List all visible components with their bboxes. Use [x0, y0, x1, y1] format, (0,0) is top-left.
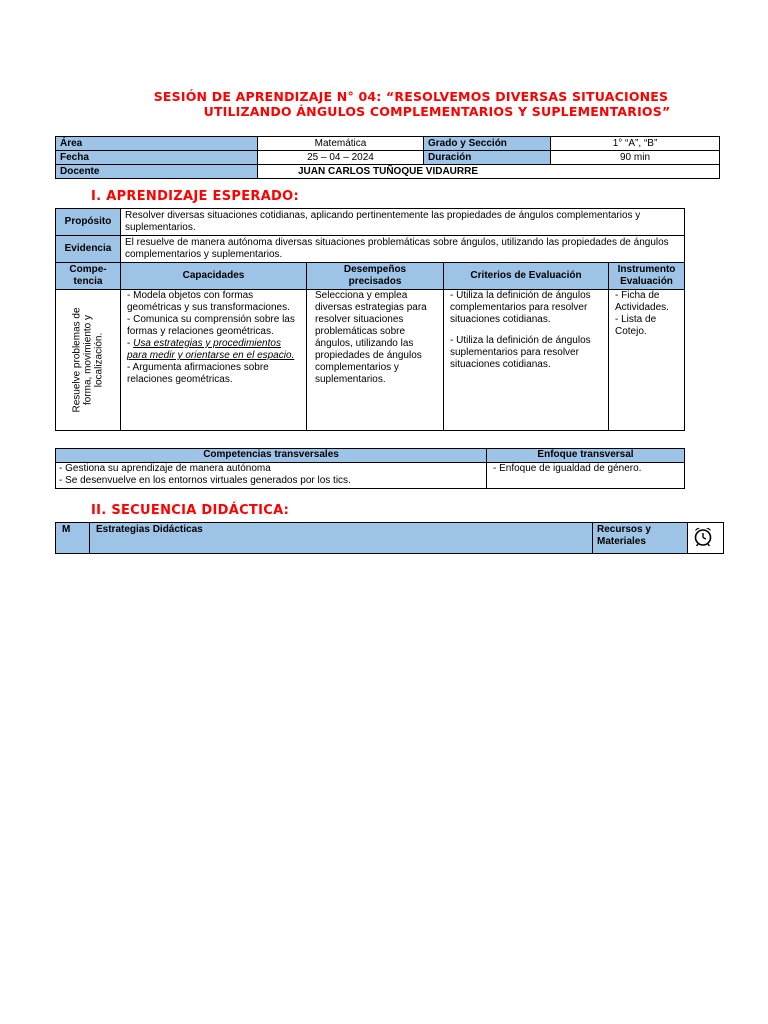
area-value: Matemática: [258, 137, 424, 151]
competencias-transversales-header: Competencias transversales: [56, 449, 487, 463]
instrumento-header-line1: Instrumento: [617, 264, 676, 275]
evidencia-text: El resuelve de manera autónoma diversas situaciones problemáticas sobre ángulos, utilizando las propiedades de ángulos complementarios y suplementarios.: [121, 236, 685, 263]
desempeno-cell: Selecciona y emplea diversas estrategias para resolver situaciones problemáticas sobre ángulos, utilizando las propiedades de ángulos complementarios y suplementarios.: [307, 290, 444, 431]
momento-header: M: [56, 523, 90, 554]
competencia-cell: [56, 290, 121, 431]
instrumento-header-line2: Evaluación: [620, 276, 673, 287]
competencias-transversales-cell: [56, 462, 487, 488]
section-1-heading: [91, 189, 299, 204]
fecha-label: Fecha: [56, 151, 258, 165]
capacidad-4: - Argumenta afirmaciones sobre relaciones geométricas.: [127, 362, 269, 385]
recursos-header-line1: Recursos y: [597, 524, 651, 535]
capacidad-3-prefix: -: [127, 338, 134, 349]
recursos-header-line2: Materiales: [597, 536, 646, 547]
criterios-header: Criterios de Evaluación: [444, 263, 609, 290]
section-2-title: SECUENCIA DIDÁCTICA:: [111, 503, 290, 518]
competencia-transversal-1: - Gestiona su aprendizaje de manera autónoma: [59, 462, 271, 474]
desempenos-header-line1: Desempeños: [343, 264, 407, 275]
competencia-header-line1: Compe-: [69, 264, 107, 275]
capacidad-2: - Comunica su comprensión sobre las formas y relaciones geométricas.: [127, 314, 295, 337]
recursos-header: [593, 523, 688, 554]
estrategias-header: Estrategias Didácticas: [90, 523, 593, 554]
capacidades-header: Capacidades: [121, 263, 307, 290]
docente-value: JUAN CARLOS TUÑOQUE VIDAURRE: [258, 165, 720, 179]
title-line-2: UTILIZANDO ÁNGULOS COMPLEMENTARIOS Y SUPLEMENTARIOS”: [203, 104, 671, 119]
section-2-heading: [91, 503, 289, 518]
evidencia-label: Evidencia: [56, 236, 121, 263]
competencia-text: Resuelve problemas de forma, movimiento y localización.: [71, 307, 105, 413]
criterio-2: - Utiliza la definición de ángulos suplementarios para resolver situaciones cotidianas.: [450, 335, 591, 370]
area-label: Área: [56, 137, 258, 151]
instrumentos-cell: [609, 290, 685, 431]
section-1-number: I.: [91, 189, 102, 204]
criterio-1: - Utiliza la definición de ángulos complementarios para resolver situaciones cotidianas.: [450, 290, 591, 325]
instrumento-2: - Lista de Cotejo.: [615, 314, 657, 337]
duracion-value: 90 min: [551, 151, 720, 165]
proposito-label: Propósito: [56, 209, 121, 236]
grado-label: Grado y Sección: [424, 137, 551, 151]
desempenos-header: [307, 263, 444, 290]
enfoque-transversal-header: Enfoque transversal: [487, 449, 685, 463]
secuencia-table: [55, 522, 724, 554]
grado-value: 1° “A”, “B”: [551, 137, 720, 151]
title-line-1: SESIÓN DE APRENDIZAJE N° 04: “RESOLVEMOS DIVERSAS SITUACIONES: [153, 89, 669, 104]
general-info-table: [55, 136, 720, 179]
instrumento-header: [609, 263, 685, 290]
capacidad-1: - Modela objetos con formas geométricas y sus transformaciones.: [127, 290, 290, 313]
section-1-title: APRENDIZAJE ESPERADO:: [106, 189, 299, 204]
transversal-table: [55, 448, 685, 489]
fecha-value: 25 – 04 – 2024: [258, 151, 424, 165]
alarm-clock-icon: [692, 525, 714, 547]
competencia-transversal-2: - Se desenvuelve en los entornos virtuales generados por los tics.: [59, 475, 351, 486]
desempenos-header-line2: precisados: [348, 276, 402, 287]
docente-label: Docente: [56, 165, 258, 179]
time-header: [688, 523, 724, 554]
section-2-number: II.: [91, 503, 107, 518]
instrumento-1: - Ficha de Actividades.: [615, 290, 669, 313]
aprendizaje-table: [55, 208, 685, 431]
capacidades-cell: [121, 290, 307, 431]
proposito-text: Resolver diversas situaciones cotidianas, aplicando pertinentemente las propiedades de ángulos complementarios y suplementarios.: [121, 209, 685, 236]
enfoque-transversal-cell: - Enfoque de igualdad de género.: [487, 462, 685, 488]
duracion-label: Duración: [424, 151, 551, 165]
competencia-header: [56, 263, 121, 290]
criterios-cell: [444, 290, 609, 431]
competencia-header-line2: tencia: [73, 276, 103, 287]
capacidad-3-text: Usa estrategias y procedimientos para medir y orientarse en el espacio.: [127, 338, 295, 361]
capacidad-3: [127, 338, 302, 362]
document-title: [60, 89, 750, 119]
